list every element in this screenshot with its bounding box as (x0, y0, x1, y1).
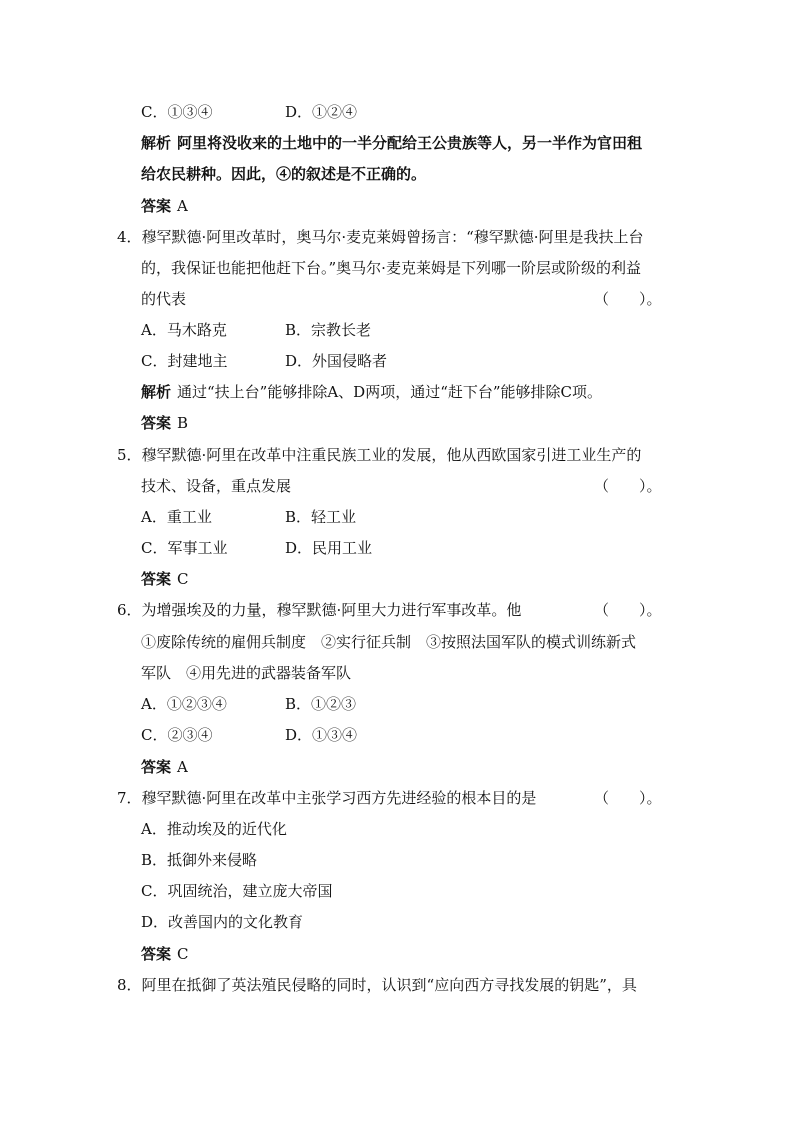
q3-analysis-line-1 (141, 133, 642, 153)
q6-option-a: A．①②③④ (141, 695, 227, 713)
q6-option-c: C．②③④ (141, 726, 213, 744)
answer-value: C (177, 570, 189, 588)
q6-stem-line-1: 6．为增强埃及的力量，穆罕默德·阿里大力进行军事改革。他 (117, 601, 522, 619)
q5-option-c: C．军事工业 (141, 539, 228, 557)
q5-option-d: D．民用工业 (285, 539, 373, 557)
q3-analysis-line-2: 给农民耕种。因此，④的叙述是不正确的。 (141, 165, 427, 183)
q5-option-a: A．重工业 (141, 508, 212, 526)
q3-option-c: C．①③④ (141, 103, 213, 121)
analysis-label: 解析 (141, 134, 172, 152)
answer-label: 答案 (141, 197, 172, 215)
q6-answer (141, 757, 188, 777)
q8-stem-line-1: 8．阿里在抵御了英法殖民侵略的同时，认识到“应向西方寻找发展的钥匙”，具 (117, 976, 637, 994)
q4-option-c: C．封建地主 (141, 352, 228, 370)
q7-stem-line-1: 7．穆罕默德·阿里在改革中主张学习西方先进经验的根本目的是 (117, 789, 537, 807)
q5-stem-line-1: 5．穆罕默德·阿里在改革中注重民族工业的发展，他从西欧国家引进工业生产的 (117, 446, 642, 464)
q4-stem-line-1: 4．穆罕默德·阿里改革时，奥马尔·麦克莱姆曾扬言：“穆罕默德·阿里是我扶上台 (117, 228, 644, 246)
q7-option-b: B．抵御外来侵略 (141, 851, 258, 869)
q4-option-b: B．宗教长老 (285, 321, 372, 339)
analysis-label: 解析 (141, 383, 172, 401)
q6-answer-blank: （ ）。 (594, 601, 662, 619)
analysis-text: 通过“扶上台”能够排除A、D两项，通过“赶下台”能够排除C项。 (177, 383, 603, 401)
q5-answer-blank: （ ）。 (594, 477, 662, 495)
q4-stem-line-2: 的，我保证也能把他赶下台。”奥马尔·麦克莱姆是下列哪一阶层或阶级的利益 (141, 259, 641, 277)
q6-option-d: D．①③④ (285, 726, 358, 744)
q4-answer-blank: （ ）。 (594, 290, 662, 308)
q6-items-line-2: 军队 ④用先进的武器装备军队 (141, 664, 352, 682)
answer-value: A (177, 758, 188, 776)
answer-label: 答案 (141, 758, 172, 776)
answer-label: 答案 (141, 570, 172, 588)
q7-option-a: A．推动埃及的近代化 (141, 820, 287, 838)
q5-stem-line-2: 技术、设备，重点发展 (141, 477, 292, 495)
answer-value: C (177, 945, 189, 963)
q4-stem-line-3: 的代表 (141, 290, 187, 308)
q3-option-d: D．①②④ (285, 103, 358, 121)
q5-option-b: B．轻工业 (285, 508, 357, 526)
answer-value: B (177, 414, 189, 432)
answer-label: 答案 (141, 945, 172, 963)
q3-answer (141, 196, 188, 216)
q5-answer (141, 569, 189, 589)
q7-option-d: D．改善国内的文化教育 (141, 913, 304, 931)
q4-option-a: A．马木路克 (141, 321, 227, 339)
q4-answer (141, 413, 188, 433)
q4-analysis (141, 382, 602, 402)
q6-items-line-1: ①废除传统的雇佣兵制度 ②实行征兵制 ③按照法国军队的模式训练新式 (141, 633, 637, 651)
analysis-text: 阿里将没收来的土地中的一半分配给王公贵族等人，另一半作为官田租 (177, 134, 643, 152)
q6-option-b: B．①②③ (285, 695, 357, 713)
q4-option-d: D．外国侵略者 (285, 352, 388, 370)
q7-answer (141, 944, 189, 964)
q7-option-c: C．巩固统治，建立庞大帝国 (141, 882, 333, 900)
q7-answer-blank: （ ）。 (594, 789, 662, 807)
answer-label: 答案 (141, 414, 172, 432)
answer-value: A (177, 197, 188, 215)
